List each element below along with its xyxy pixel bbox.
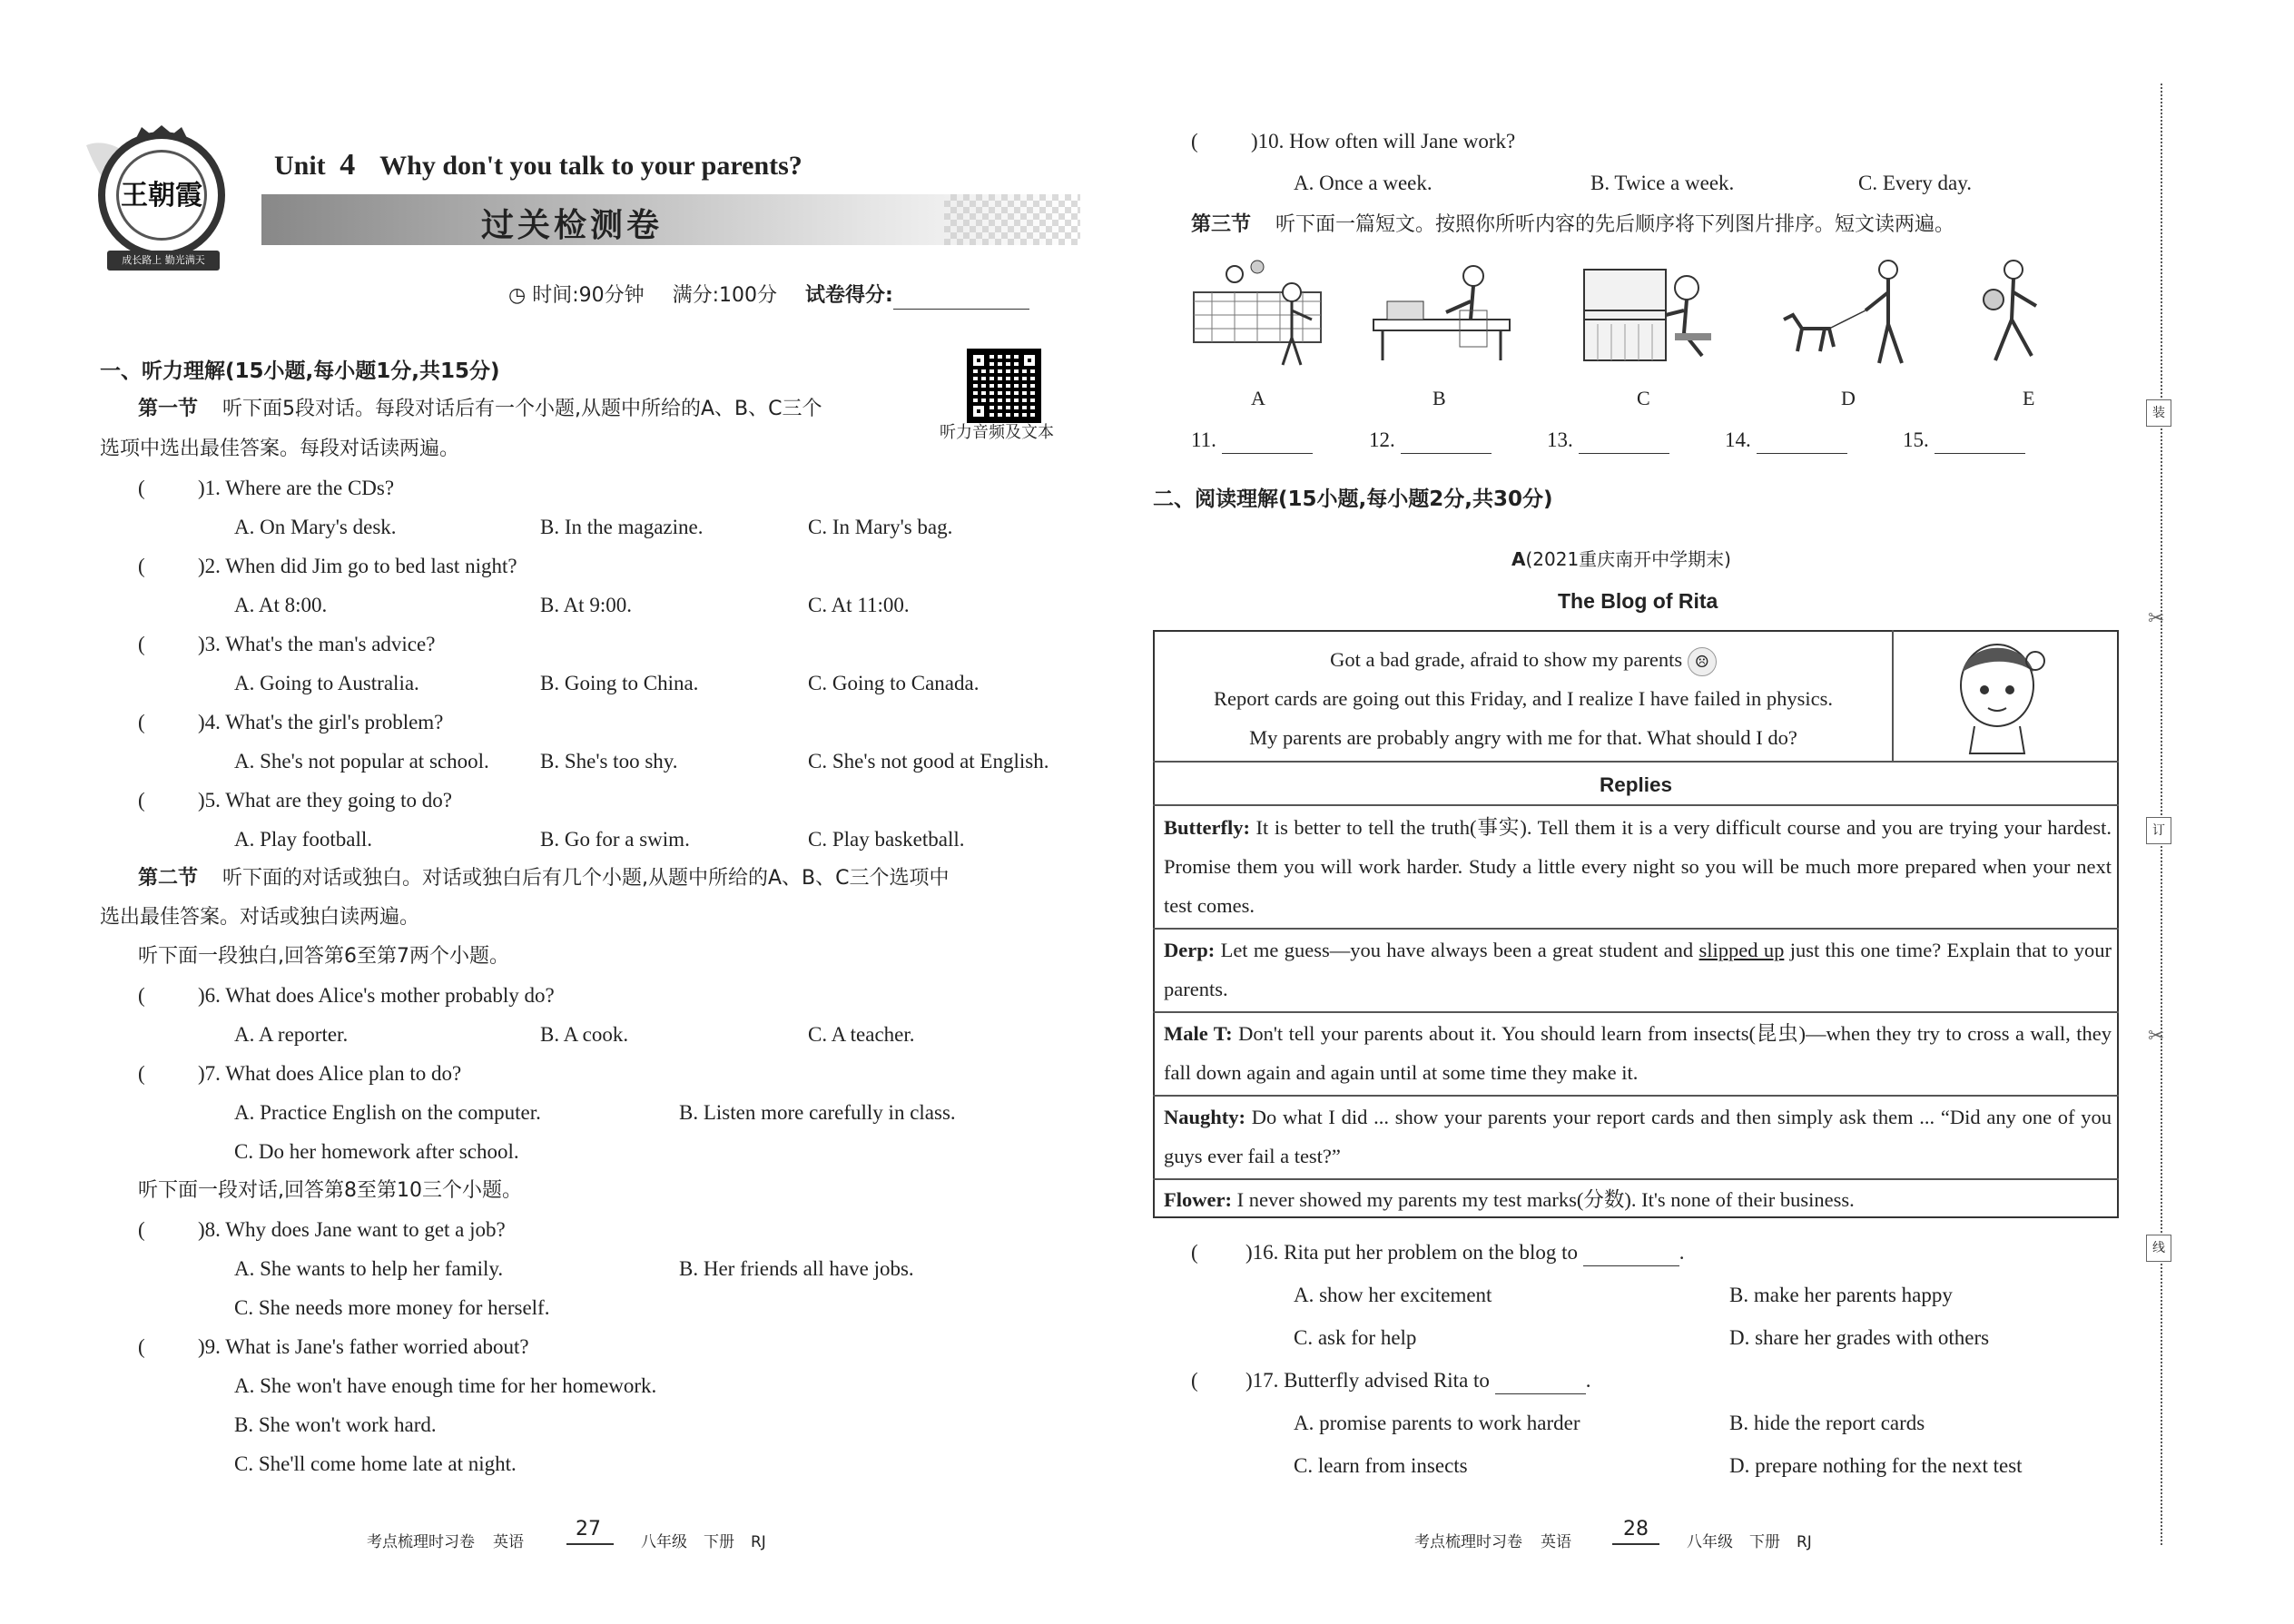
- footer-right-grade: 八年级 下册 RJ: [1687, 1533, 1812, 1551]
- option-c[interactable]: C. At 11:00.: [808, 594, 910, 616]
- section2-instructions: 第二节 听下面的对话或独白。对话或独白后有几个小题,从题中所给的A、B、C三个选项中: [138, 867, 950, 890]
- option-b[interactable]: B. Going to China.: [540, 672, 699, 694]
- option-b[interactable]: B. A cook.: [540, 1023, 629, 1046]
- section1-instructions-line2: 选项中选出最佳答案。每段对话读两遍。: [100, 438, 460, 460]
- post-title: Got a bad grade, afraid to show my parents: [1330, 648, 1683, 671]
- page-number-right: 28: [1623, 1518, 1649, 1540]
- option-a[interactable]: A. Going to Australia.: [234, 672, 419, 694]
- option-b[interactable]: B. Listen more carefully in class.: [679, 1101, 956, 1124]
- reply-derp: Derp: Let me guess—you have always been a great student and slipped up just this one time? Explain that to your parents.: [1164, 939, 2112, 1000]
- option-a[interactable]: A. promise parents to work harder: [1294, 1412, 1580, 1434]
- option-c[interactable]: C. Play basketball.: [808, 828, 965, 851]
- reply-naughty: Naughty: Do what I did ... show your parents your report cards and then simply ask them ... “Did any one of you guys ever fail a test?”: [1164, 1106, 2112, 1167]
- cut-label-xian: 线: [2146, 1235, 2171, 1262]
- cut-label-zhuang: 装: [2146, 399, 2171, 427]
- option-a[interactable]: A. She won't have enough time for her homework.: [234, 1374, 657, 1397]
- option-a[interactable]: A. A reporter.: [234, 1023, 349, 1046]
- section3-instructions: 第三节 听下面一篇短文。按照你所听内容的先后顺序将下列图片排序。短文读两遍。: [1191, 213, 1955, 236]
- post-line-2: My parents are probably angry with me for that. What should I do?: [1249, 726, 1797, 749]
- order-blank-13[interactable]: 13.: [1547, 427, 1669, 454]
- underlined-phrase: slipped up: [1698, 939, 1785, 961]
- section2-instructions-line2: 选出最佳答案。对话或独白读两遍。: [100, 906, 420, 929]
- footer-left-grade: 八年级 下册 RJ: [641, 1533, 766, 1551]
- picture-b-studying: [1369, 256, 1514, 374]
- option-c[interactable]: C. She'll come home late at night.: [234, 1452, 517, 1475]
- exam-title: 过关检测卷: [481, 207, 664, 244]
- option-a[interactable]: A. At 8:00.: [234, 594, 328, 616]
- option-b[interactable]: B. Twice a week.: [1590, 172, 1735, 194]
- picture-d-dog-walking: [1775, 256, 1920, 374]
- option-c[interactable]: C. Going to Canada.: [808, 672, 980, 694]
- answer-blank[interactable]: [1495, 1373, 1586, 1394]
- footer-left: 考点梳理时习卷 英语: [367, 1533, 524, 1551]
- option-d[interactable]: D. prepare nothing for the next test: [1729, 1454, 2023, 1477]
- unit-title: Unit 4 Why don't you talk to your parents?: [274, 148, 802, 182]
- option-a[interactable]: A. Play football.: [234, 828, 373, 851]
- qr-caption: 听力音频及文本: [940, 423, 1054, 442]
- exam-meta: ◷ 时间:90分钟 满分:100分 试卷得分:: [508, 282, 1029, 310]
- answer-blank[interactable]: [1583, 1245, 1679, 1266]
- order-blank-14[interactable]: 14.: [1725, 427, 1847, 454]
- binding-cut-line: [2161, 84, 2162, 1545]
- part2-heading: 二、阅读理解(15小题,每小题2分,共30分): [1153, 487, 1553, 511]
- score-blank[interactable]: [893, 287, 1029, 310]
- title-checker-pattern: [944, 194, 1080, 245]
- footer-right: 考点梳理时习卷 英语: [1414, 1533, 1571, 1551]
- order-blank-11[interactable]: 11.: [1191, 427, 1313, 454]
- reply-butterfly: Butterfly: It is better to tell the truth(事实). Tell them it is a very difficult course and you are trying your hardest. Promise them you will work harder. Study a little every night so you will be much more prepared when your next test comes.: [1164, 816, 2112, 917]
- option-c[interactable]: C. In Mary's bag.: [808, 516, 953, 538]
- option-d[interactable]: D. share her grades with others: [1729, 1326, 1990, 1349]
- option-b[interactable]: B. Her friends all have jobs.: [679, 1257, 914, 1280]
- scissors-icon: ✂: [2148, 1024, 2165, 1047]
- picture-e-label: E: [2023, 387, 2035, 409]
- reply-flower: Flower: I never showed my parents my test marks(分数). It's none of their business.: [1164, 1188, 1855, 1211]
- option-c[interactable]: C. She's not good at English.: [808, 750, 1049, 773]
- option-c[interactable]: C. A teacher.: [808, 1023, 915, 1046]
- picture-a-tennis: [1185, 256, 1330, 374]
- option-a[interactable]: A. On Mary's desk.: [234, 516, 397, 538]
- picture-e-basketball: [1959, 256, 2068, 374]
- qr-code[interactable]: [967, 349, 1041, 423]
- option-c[interactable]: C. ask for help: [1294, 1326, 1417, 1349]
- option-b[interactable]: B. make her parents happy: [1729, 1284, 1953, 1306]
- sad-face-icon: ☹: [1688, 647, 1717, 676]
- passage-title: The Blog of Rita: [1558, 589, 1718, 613]
- picture-b-label: B: [1433, 387, 1446, 409]
- logo-ribbon: 成长路上 勤光满天: [107, 251, 220, 271]
- option-a[interactable]: A. Once a week.: [1294, 172, 1433, 194]
- picture-c-piano: [1580, 256, 1725, 374]
- option-b[interactable]: B. At 9:00.: [540, 594, 632, 616]
- section1-instructions: 第一节 听下面5段对话。每段对话后有一个小题,从题中所给的A、B、C三个: [138, 398, 822, 420]
- monologue-intro: 听下面一段独白,回答第6至第7两个小题。: [138, 945, 509, 968]
- option-b[interactable]: B. Go for a swim.: [540, 828, 690, 851]
- post-line-1: Report cards are going out this Friday, and I realize I have failed in physics.: [1213, 687, 1834, 710]
- option-b[interactable]: B. hide the report cards: [1729, 1412, 1925, 1434]
- cut-label-ding: 订: [2146, 817, 2171, 844]
- part1-heading: 一、听力理解(15小题,每小题1分,共15分): [100, 359, 500, 383]
- order-blank-15[interactable]: 15.: [1903, 427, 2025, 454]
- option-c[interactable]: C. She needs more money for herself.: [234, 1296, 550, 1319]
- option-b[interactable]: B. She won't work hard.: [234, 1413, 437, 1436]
- passage-header: A(2021重庆南开中学期末): [1511, 548, 1731, 570]
- reply-male-t: Male T: Don't tell your parents about it. You should learn from insects(昆虫)—when they try to cross a wall, they fall down again and again until at some time they make it.: [1164, 1022, 2112, 1084]
- scissors-icon: ✂: [2148, 606, 2165, 629]
- option-b[interactable]: B. She's too shy.: [540, 750, 678, 773]
- blog-post: [1157, 640, 1890, 757]
- dialogue-intro: 听下面一段对话,回答第8至第10三个小题。: [138, 1179, 522, 1202]
- picture-c-label: C: [1637, 387, 1650, 409]
- option-c[interactable]: C. learn from insects: [1294, 1454, 1468, 1477]
- option-c[interactable]: C. Do her homework after school.: [234, 1140, 519, 1163]
- option-a[interactable]: A. She's not popular at school.: [234, 750, 489, 773]
- option-a[interactable]: A. show her excitement: [1294, 1284, 1492, 1306]
- girl-avatar-illustration: [1952, 635, 2052, 755]
- replies-label: Replies: [1599, 773, 1673, 796]
- order-blank-12[interactable]: 12.: [1369, 427, 1492, 454]
- logo-text: 王朝霞: [121, 180, 202, 212]
- page-number-left: 27: [576, 1518, 601, 1540]
- crown-icon: [134, 125, 189, 140]
- picture-d-label: D: [1841, 387, 1856, 409]
- picture-a-label: A: [1251, 387, 1265, 409]
- clock-icon: ◷: [508, 284, 527, 307]
- option-a[interactable]: A. Practice English on the computer.: [234, 1101, 541, 1124]
- page-number-underline: [1612, 1543, 1659, 1545]
- option-c[interactable]: C. Every day.: [1858, 172, 1972, 194]
- option-b[interactable]: B. In the magazine.: [540, 516, 704, 538]
- option-a[interactable]: A. She wants to help her family.: [234, 1257, 504, 1280]
- page-number-underline: [566, 1543, 614, 1545]
